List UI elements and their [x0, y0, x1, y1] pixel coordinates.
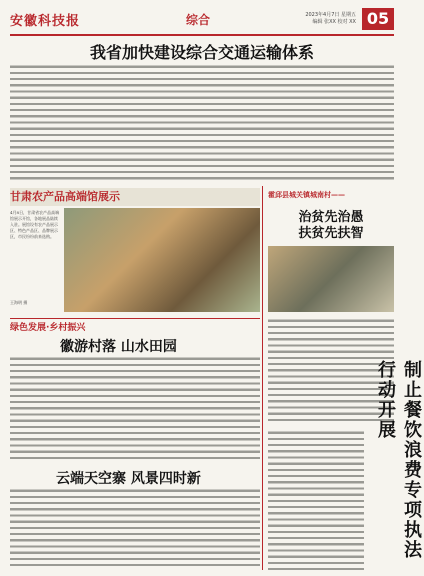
lead-article-body	[10, 64, 394, 180]
main-headline: 我省加快建设综合交通运输体系	[89, 43, 314, 62]
section-title: 综合	[186, 13, 211, 27]
right-bottom-body	[268, 430, 364, 570]
story1-title: 徽游村落 山水田园	[60, 339, 177, 355]
story2-title: 云端天空寨 风景四时新	[56, 471, 201, 487]
subsection-title: 绿色发展·乡村振兴	[10, 323, 86, 333]
photo-credit: 王海明 摄	[10, 300, 28, 305]
feature-photo	[64, 208, 260, 312]
right-story-photo	[268, 246, 394, 312]
right-story-kicker: 霍邱县城关镇城南村——	[268, 191, 345, 199]
right-story-headline-line1: 治贫先治愚	[298, 210, 364, 225]
right-column-divider	[262, 186, 263, 570]
newspaper-logo: 安徽科技报	[10, 14, 81, 29]
dateline	[305, 12, 356, 26]
story2-body	[10, 488, 260, 570]
vertical-headline: 制止餐饮浪费专项执法行动开展	[375, 360, 422, 560]
photo-caption: 4月8日，甘肃省农产品高端馆展示开馆，各地展品陆续入驻。展馆设有农产品展示区、特色产品区、品牌展示区，市民纷纷前来选购。	[10, 210, 60, 239]
editors-line: 编辑 张XX 校对 XX	[312, 19, 356, 25]
right-story-headline-line2: 扶贫先扶智	[298, 226, 364, 241]
feature-banner-title: 甘肃农产品高端馆展示	[10, 190, 120, 203]
masthead	[10, 8, 394, 36]
story1-body	[10, 356, 260, 462]
page-number: 05	[362, 8, 394, 30]
issue-date: 2023年4月7日 星期五	[305, 12, 356, 18]
